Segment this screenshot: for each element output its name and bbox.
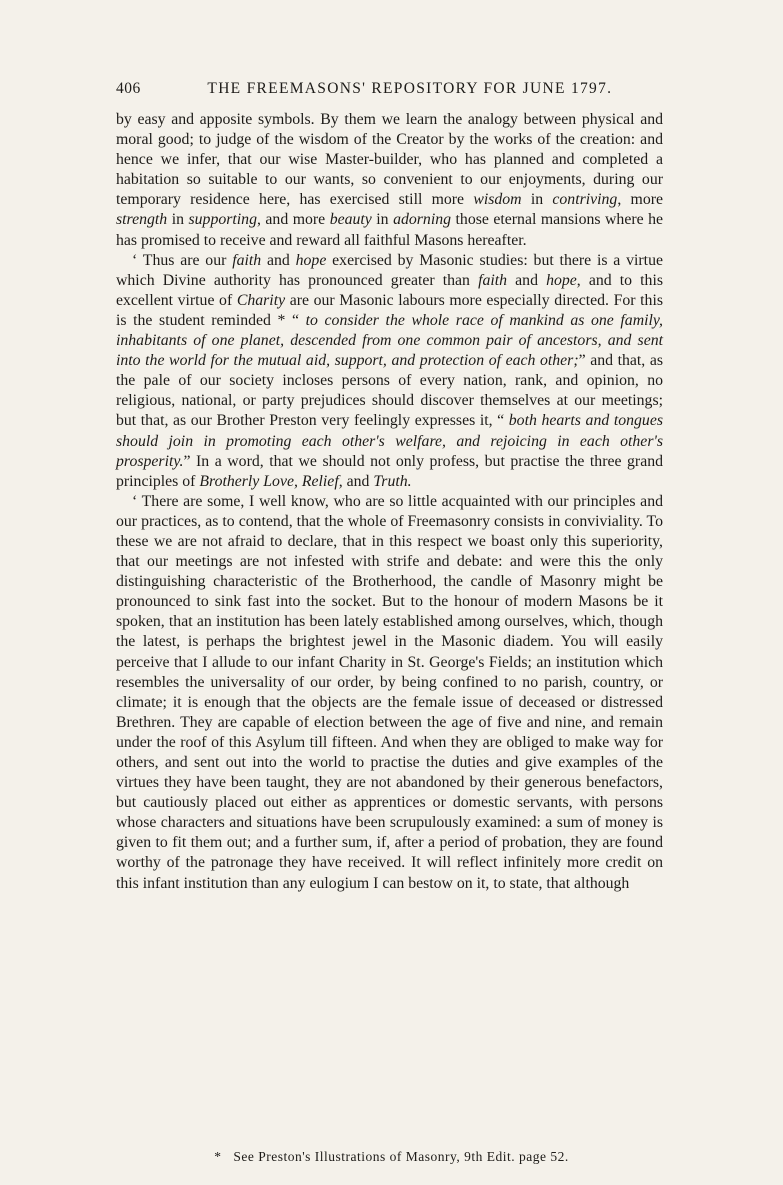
text-run: , and to this excellent virtue of	[116, 271, 663, 309]
italic-text: faith	[478, 271, 508, 289]
italic-text: Brotherly Love, Relief,	[199, 472, 343, 490]
text-run: in	[371, 211, 394, 229]
italic-text: adorning	[393, 211, 452, 229]
italic-text: both hearts and tongues should join in promoting each other's welfare, and rejoicing in each other's prosperity.	[116, 412, 663, 470]
text-run: in	[167, 211, 189, 229]
italic-text: strength	[116, 211, 168, 229]
body-text	[116, 110, 663, 894]
footnote-marker: *	[214, 1149, 222, 1164]
italic-text: wisdom	[473, 191, 522, 209]
text-run: ” In a word, that we should not only profess, but practise the three grand principles of	[116, 452, 663, 490]
italic-text: hope	[546, 271, 577, 289]
page-number: 406	[116, 80, 141, 97]
footnote-text: See Preston's Illustrations of Masonry, 9th Edit. page 52.	[233, 1149, 569, 1164]
text-run: ” and that, as the pale of our society incloses persons of every nation, rank, and opinion, no religious, national, or party prejudices should discover themselves at our meetings; but that, as our Brother Preston very feelingly expresses it, “	[116, 352, 663, 430]
italic-text: Truth.	[373, 472, 412, 490]
footnote	[0, 1149, 783, 1165]
italic-text: beauty	[329, 211, 372, 229]
text-run: exercised by Masonic studies: but there is a virtue which Divine authority has pronounced greater than	[116, 251, 663, 289]
text-run: and	[261, 251, 296, 269]
paragraph	[116, 251, 663, 492]
text-run: in	[521, 191, 553, 209]
running-title: THE FREEMASONS' REPOSITORY FOR JUNE 1797.	[207, 80, 613, 97]
paragraph	[116, 492, 663, 894]
text-run: those eternal mansions where he has promised to receive and reward all faithful Masons hereafter.	[116, 211, 664, 249]
text-run: and	[342, 472, 374, 490]
text-run: , more	[617, 191, 663, 209]
text-run: , and more	[256, 211, 330, 229]
italic-text: supporting	[188, 211, 257, 229]
text-run: ‘ There are some, I well know, who are so little acquainted with our principles and our practices, as to contend, that the whole of Freemasonry consists in conviviality. To these we are not afraid to declare, that in this respect we boast only this superiority, that our meetings are not infested with strife and debate: and were this the only distinguishing characteristic of the Brotherhood, the candle of Masonry might be pronounced to sink fast into the socket. But to the honour of modern Masons be it spoken, that an institution has been lately established among ourselves, which, though the latest, is perhaps the brightest jewel in the Masonic diadem. You will easily perceive that I allude to our infant Charity in St. George's Fields; an institution which resembles the universality of our order, by being confined to no parish, country, or climate; it is enough that the objects are the female issue of deceased or distressed Brethren. They are capable of election between the age of five and nine, and remain under the roof of this Asylum till fifteen. And when they are obliged to make way for others, and sent out into the world to practise the duties and give examples of the virtues they have been taught, they are not abandoned by their generous benefactors, but cautiously placed out either as apprentices or domestic servants, with persons whose characters and situations have been scrupulously examined: a sum of money is given to fit them out; and a further sum, if, after a period of probation, they are found worthy of the patronage they have received. It will reflect infinitely more credit on this infant institution than any eulogium I can bestow on it, to state, that although	[116, 492, 663, 892]
italic-text: hope	[295, 251, 327, 269]
running-head	[116, 80, 663, 98]
italic-text: contriving	[552, 191, 618, 209]
paragraph	[116, 110, 663, 251]
text-run: ‘ Thus are our	[132, 251, 233, 269]
text-run: are our Masonic labours more especially directed. For this is the student reminded * “	[116, 291, 663, 329]
italic-text: Charity	[236, 291, 286, 309]
italic-text: to consider the whole race of mankind as one family, inhabitants of one planet, descended from one common pair of ancestors, and sent into the world for the mutual aid, support, and protection of each other;	[116, 311, 663, 370]
italic-text: faith	[232, 251, 262, 269]
text-run: and	[507, 271, 547, 289]
text-run: by easy and apposite symbols. By them we learn the analogy between physical and moral good; to judge of the wisdom of the Creator by the works of the creation: and hence we infer, that our wise Master-builder, who has planned and completed a habitation so suitable to our wants, so convenient to our enjoyments, during our temporary residence here, has exercised still more	[116, 111, 663, 209]
